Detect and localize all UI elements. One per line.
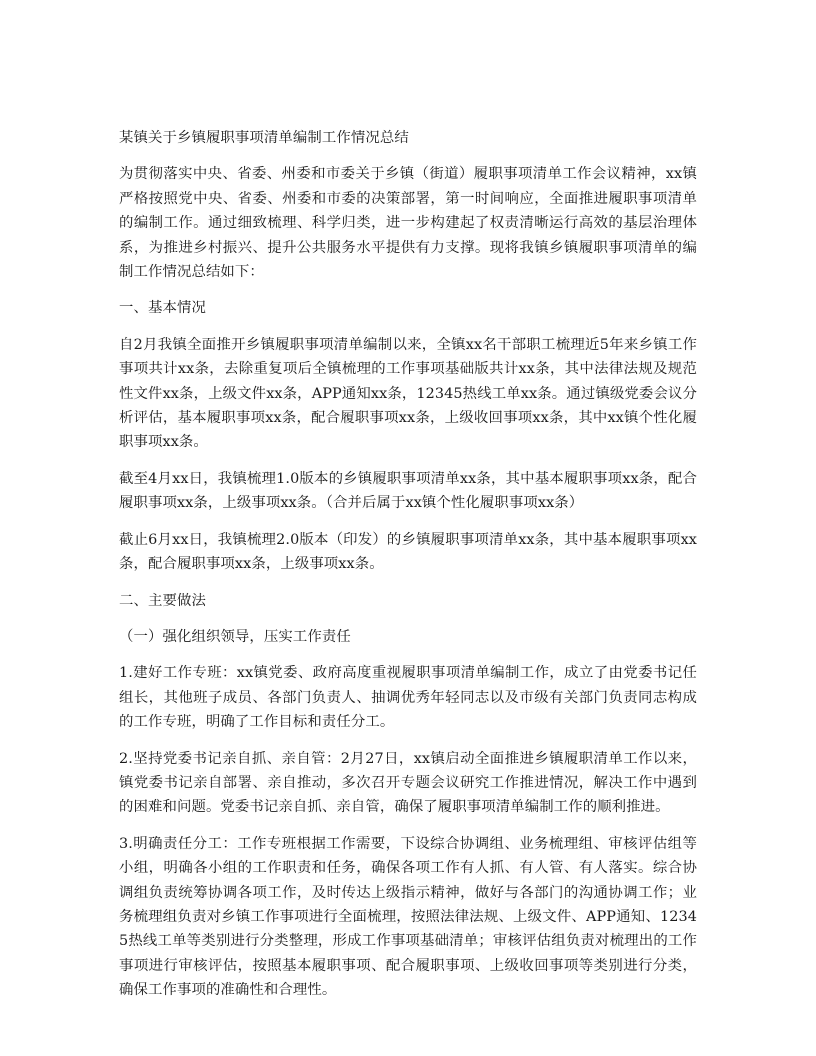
- section2-item-2: 2.坚持党委书记亲自抓、亲自管：2月27日，xx镇启动全面推进乡镇履职清单工作以来，镇党委书记亲自部署、亲自推动，多次召开专题会议研究工作推进情况，解决工作中遇到的困难和问题。党委书记亲自抓、亲自管，确保了履职事项清单编制工作的顺利推进。: [119, 750, 697, 816]
- subsection-heading-leadership: （一）强化组织领导，压实工作责任: [119, 628, 351, 645]
- intro-paragraph: 为贯彻落实中央、省委、州委和市委关于乡镇（街道）履职事项清单工作会议精神，xx镇严格按照党中央、省委、州委和市委的决策部署，第一时间响应，全面推进履职事项清单的编制工作。通过细致梳理、科学归类，进一步构建起了权责清晰运行高效的基层治理体系，为推进乡村振兴、提升公共服务水平提供有力支撑。现将我镇乡镇履职事项清单的编制工作情况总结如下：: [119, 166, 697, 281]
- section-heading-methods: 二、主要做法: [119, 592, 206, 609]
- section2-item-1: 1.建好工作专班：xx镇党委、政府高度重视履职事项清单编制工作，成立了由党委书记任组长，其他班子成员、各部门负责人、抽调优秀年轻同志以及市级有关部门负责同志构成的工作专班，明确了工作目标和责任分工。: [119, 665, 697, 731]
- section-heading-basic: 一、基本情况: [119, 300, 206, 317]
- section1-paragraph-1: 自2月我镇全面推开乡镇履职事项清单编制以来，全镇xx名干部职工梳理近5年来乡镇工作事项共计xx条，去除重复项后全镇梳理的工作事项基础版共计xx条，其中法律法规及规范性文件xx条，上级文件xx条，APP通知xx条，12345热线工单xx条。通过镇级党委会议分析评估，基本履职事项xx条，配合履职事项xx条，上级收回事项xx条，其中xx镇个性化履职事项xx条。: [119, 336, 697, 451]
- document-title: 某镇关于乡镇履职事项清单编制工作情况总结: [119, 130, 409, 146]
- section1-paragraph-2: 截至4月xx日，我镇梳理1.0版本的乡镇履职事项清单xx条，其中基本履职事项xx条，配合履职事项xx条，上级事项xx条。（合并后属于xx镇个性化履职事项xx条）: [119, 470, 697, 512]
- section1-paragraph-3: 截止6月xx日，我镇梳理2.0版本（印发）的乡镇履职事项清单xx条，其中基本履职事项xx条，配合履职事项xx条，上级事项xx条。: [119, 531, 697, 573]
- document-body: [119, 126, 697, 1015]
- section2-item-3: 3.明确责任分工：工作专班根据工作需要，下设综合协调组、业务梳理组、审核评估组等小组，明确各小组的工作职责和任务，确保各项工作有人抓、有人管、有人落实。综合协调组负责统筹协调各项工作，及时传达上级指示精神，做好与各部门的沟通协调工作；业务梳理组负责对乡镇工作事项进行全面梳理，按照法律法规、上级文件、APP通知、12345热线工单等类别进行分类整理，形成工作事项基础清单；审核评估组负责对梳理出的工作事项进行审核评估，按照基本履职事项、配合履职事项、上级收回事项等类别进行分类，确保工作事项的准确性和合理性。: [119, 835, 697, 999]
